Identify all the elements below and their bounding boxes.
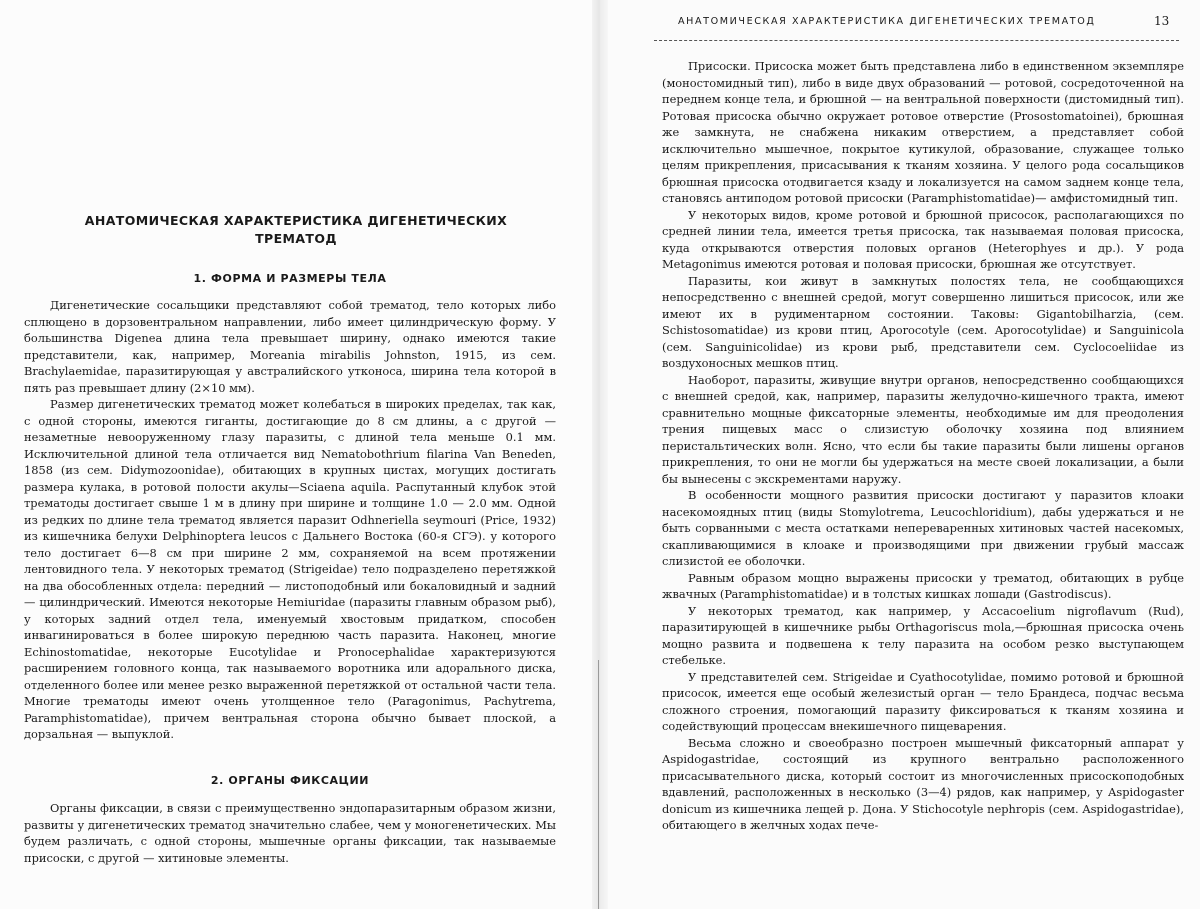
section-title-form-size: 1. ФОРМА И РАЗМЕРЫ ТЕЛА — [193, 272, 387, 285]
right-page — [608, 0, 1200, 909]
left-page — [0, 0, 592, 909]
paragraph: Весьма сложно и своеобразно построен мышечный фиксаторный аппарат у Aspidogastridae, состоящий из крупного вентрально расположенного присасывательного диска, который состоит из многочисленных присоскоподобных вдавлений, расположенных в несколько (3—4) рядов, как например, у Aspidogaster donicum из кишечника лещей р. Дона. У Stichocotyle nephropis (сем. Aspidogastridae), обитающего в желчных ходах пече- — [662, 735, 1184, 832]
running-head: АНАТОМИЧЕСКАЯ ХАРАКТЕРИСТИКА ДИГЕНЕТИЧЕСКИХ ТРЕМАТОД — [678, 16, 1096, 27]
paragraph: У представителей сем. Strigeidae и Cyathocotylidae, помимо ротовой и брюшной присосок, имеется еще особый железистый орган — тело Брандеса, подчас весьма сложного строения, помогающий паразиту фиксироваться к тканям хозяина и содействующий процессам внекишечного пищеварения. — [662, 669, 1184, 733]
header-rule — [654, 40, 1179, 42]
paragraph: У некоторых видов, кроме ротовой и брюшной присосок, располагающихся по средней линии тела, имеется третья присоска, так называемая половая присоска, куда открываются отверстия половых органов (Heterophyes и др.). У рода Metagonimus имеются ротовая и половая присоски, брюшная же отсутствует. — [662, 207, 1184, 271]
paragraph: У некоторых трематод, как например, у Accacoelium nigroflavum (Rud), паразитирующей в кишечнике рыбы Orthagoriscus mola,—брюшная присоска очень мощно развита и подвешена к телу паразита на особом резко выступающем стебельке. — [662, 603, 1184, 667]
paragraph: Присоски. Присоска может быть представлена либо в единственном экземпляре (моностомидный тип), либо в виде двух образований — ротовой, сосредоточенной на переднем конце тела, и брюшной — на вентральной поверхности (дистомидный тип). Ротовая присоска обычно окружает ротовое отверстие (Prosostomatoinei), брюшная же замкнута, не снабжена никаким отверстием, а представляет собой исключительно мышечное, покрытое кутикулой, образование, служащее только целям прикрепления, присасывания к тканям хозяина. У целого рода сосальщиков брюшная присоска отодвигается кзаду и локализуется на самом заднем конце тела, становясь антиподом ротовой присоски (Paramphistomatidae)— амфистомидный тип. — [662, 59, 1184, 205]
section1-block — [24, 297, 556, 743]
paragraph: Дигенетические сосальщики представляют собой трематод, тело которых либо сплющено в дорзовентральном направлении, либо имеет цилиндрическую форму. У большинства Digenea длина тела превышает ширину, однако имеются такие представители, как, например, Moreania mirabilis Johnston, 1915, из сем. Brachylaemidae, паразитирующая у австралийского утконоса, ширина тела которой в пять раз превышает длину (2×10 мм). — [24, 298, 556, 395]
section-title-fixation-organs: 2. ОРГАНЫ ФИКСАЦИИ — [210, 774, 370, 787]
chapter-title-line1: АНАТОМИЧЕСКАЯ ХАРАКТЕРИСТИКА ДИГЕНЕТИЧЕСКИХ — [84, 213, 508, 228]
paragraph: Размер дигенетических трематод может колебаться в широких пределах, так как, с одной стороны, имеются гиганты, достигающие до 8 см длины, а с другой — незаметные невооруженному глазу паразиты, с длиной тела меньше 0.1 мм. Исключительной длиной тела отличается вид Nematobothrium filarina Van Beneden, 1858 (из сем. Didymozoonidae), обитающих в крупных цистах, могущих достигать размера кулака, в ротовой полости акулы—Sciaena aquila. Распутанный клубок этой трематоды достигает свыше 1 м в длину при ширине и толщине 1.0 — 2.0 мм. Одной из редких по длине тела трематод является паразит Odhneriella seymouri (Price, 1932) из кишечника белухи Delphinoptera leucos с Дальнего Востока (60-я СГЭ). у которого тело достигает 6—8 см при ширине 2 мм, сохраняемой на всем протяжении лентовидного тела. У некоторых трематод (Strigeidae) тело подразделено перетяжкой на два обособленных отдела: передний — листоподобный или бокаловидный и задний — цилиндрический. Имеются некоторые Hemiuridae (паразиты главным образом рыб), у которых задний отдел тела, именуемый хвостовым придатком, способен инвагинироваться в более широкую переднюю часть паразита. Наконец, многие Echinostomatidae, некоторые Eucotylidae и Pronocephalidae характеризуются расширением головного конца, так называемого воротника или адорального диска, отделенного более или менее резко выраженной перетяжкой от остальной части тела. Многие трематоды имеют очень утолщенное тело (Paragonimus, Pachytrema, Paramphistomatidae), причем вентральная сторона обычно бывает плоской, а дорзальная — выпуклой. — [24, 397, 556, 741]
page-number: 13 — [1154, 14, 1170, 28]
paragraph: Органы фиксации, в связи с преимущественно эндопаразитарным образом жизни, развиты у дигенетических трематод значительно слабее, чем у моногенетических. Мы будем различать, с одной стороны, мышечные органы фиксации, так называемые присоски, с другой — хитиновые элементы. — [24, 801, 556, 865]
chapter-title — [40, 212, 552, 248]
paragraph: В особенности мощного развития присоски достигают у паразитов клоаки насекомоядных птиц (виды Stomylotrema, Leucochloridium), дабы удержаться и не быть сорванными с места остатками непереваренных хитиновых частей насекомых, скапливающимися в клоаке и производящими при движении грубый массаж слизистой ее оболочки. — [662, 488, 1184, 568]
book-gutter — [592, 0, 608, 909]
gutter-rule — [598, 660, 599, 909]
paragraph: Паразиты, кои живут в замкнутых полостях тела, не сообщающихся непосредственно с внешней средой, могут совершенно лишиться присосок, или же имеют их в рудиментарном состоянии. Таковы: Gigantobilharzia, (сем. Schistosomatidae) из крови птиц, Aporocotyle (сем. Aporocotylidae) и Sanguinicola (сем. Sanguinicolidae) из крови рыб, представители сем. Cyclocoeliidae из воздухоносных мешков птиц. — [662, 273, 1184, 370]
chapter-title-line2: ТРЕМАТОД — [255, 231, 337, 246]
right-text-block — [662, 58, 1184, 834]
section2-block — [24, 800, 556, 866]
paragraph: Равным образом мощно выражены присоски у трематод, обитающих в рубце жвачных (Paramphistomatidae) и в толстых кишках лошади (Gastrodiscus). — [662, 570, 1184, 601]
paragraph: Наоборот, паразиты, живущие внутри органов, непосредственно сообщающихся с внешней средой, как, например, паразиты желудочно-кишечного тракта, имеют сравнительно мощные фиксаторные элементы, необходимые им для преодоления трения пищевых масс о слизистую оболочку хозяина под влиянием перистальтических волн. Ясно, что если бы такие паразиты были лишены органов прикрепления, то они не могли бы удержаться на месте своей локализации, а были бы вынесены с экскрементами наружу. — [662, 372, 1184, 486]
